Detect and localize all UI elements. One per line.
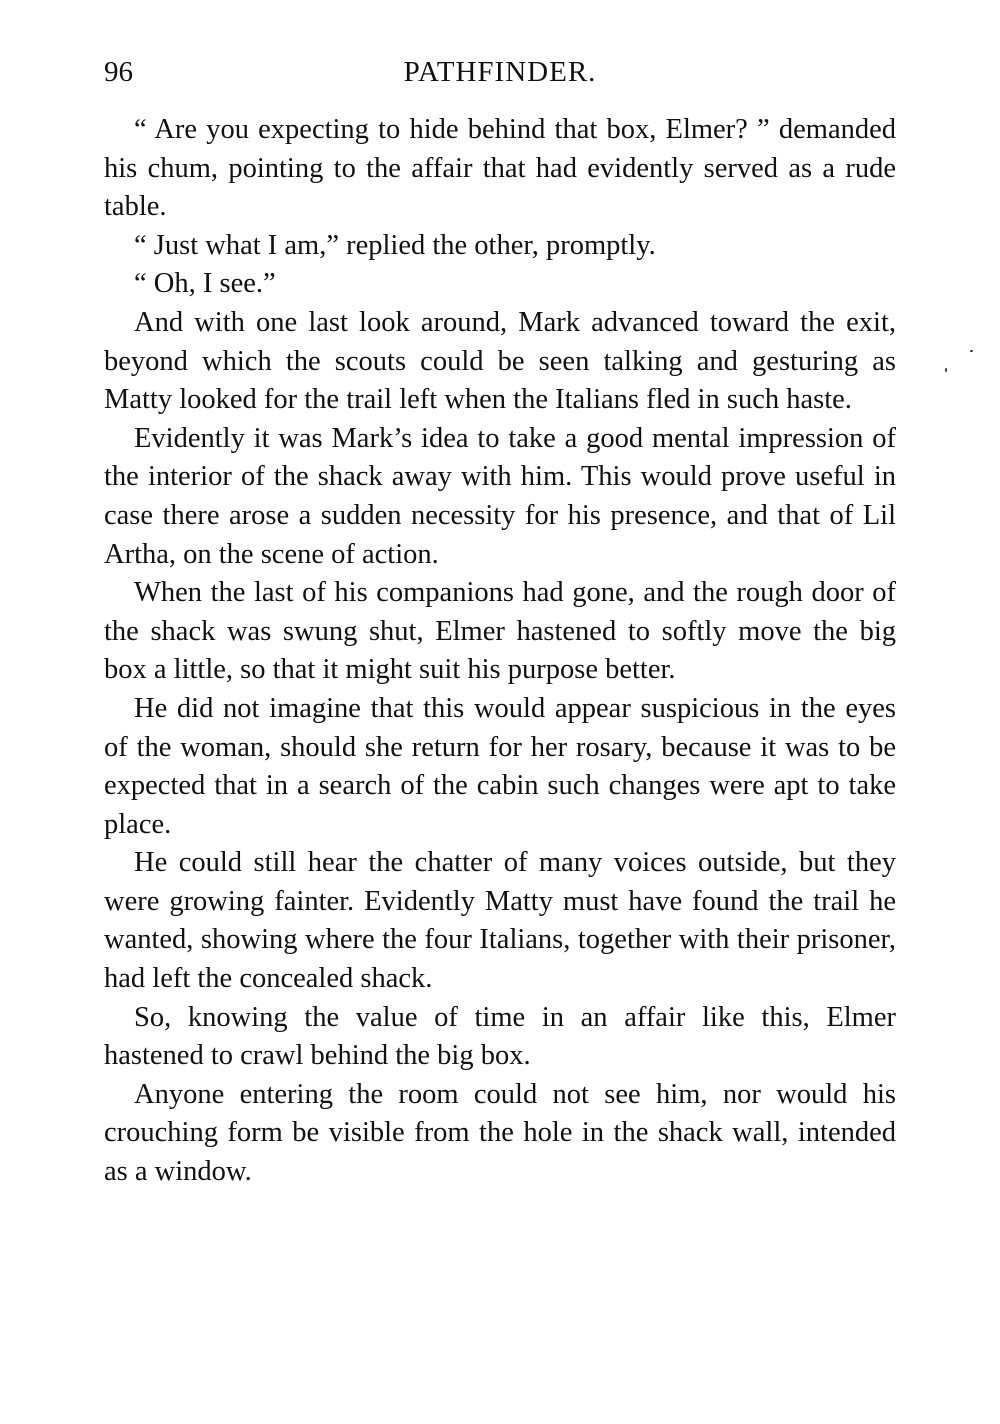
scan-speck: [970, 350, 973, 352]
paragraph: “ Oh, I see.”: [134, 268, 276, 300]
book-page: [104, 52, 896, 1192]
page-number: 96: [104, 56, 133, 88]
paragraph: “ Are you expecting to hide behind that box, Elmer? ” demanded his chum, pointing to the affair that had evidently served as a rude table.: [104, 114, 896, 223]
paragraph: Anyone entering the room could not see him, nor would his crouching form be visible from the hole in the shack wall, intended as a window.: [104, 1078, 896, 1188]
paragraph: Evidently it was Mark’s idea to take a good mental impression of the interior of the shack away with him. This would prove useful in case there arose a sudden necessity for his presence, and that of Lil Artha, on the scene of action.: [104, 422, 896, 570]
paragraph: When the last of his companions had gone, and the rough door of the shack was swung shut, Elmer hastened to softly move the big box a little, so that it might suit his purpose better.: [104, 577, 896, 686]
paragraph: He did not imagine that this would appear suspicious in the eyes of the woman, should she return for her rosary, because it was to be expected that in a search of the cabin such changes were apt to take place.: [104, 692, 896, 840]
paragraph: So, knowing the value of time in an affair like this, Elmer hastened to crawl behind the big box.: [104, 1001, 896, 1072]
running-head: [104, 52, 896, 92]
body-text: [104, 111, 896, 1192]
paragraph: “ Just what I am,” replied the other, promptly.: [134, 229, 656, 261]
paragraph: He could still hear the chatter of many voices outside, but they were growing fainter. Evidently Matty must have found the trail he wanted, showing where the four Italians, together with their prisoner, had left the concealed shack.: [104, 847, 896, 995]
scan-speck: [945, 368, 947, 372]
paragraph: And with one last look around, Mark advanced toward the exit, beyond which the scouts could be seen talking and gesturing as Matty looked for the trail left when the Italians fled in such haste.: [104, 306, 896, 416]
running-title: PATHFINDER.: [403, 56, 597, 88]
